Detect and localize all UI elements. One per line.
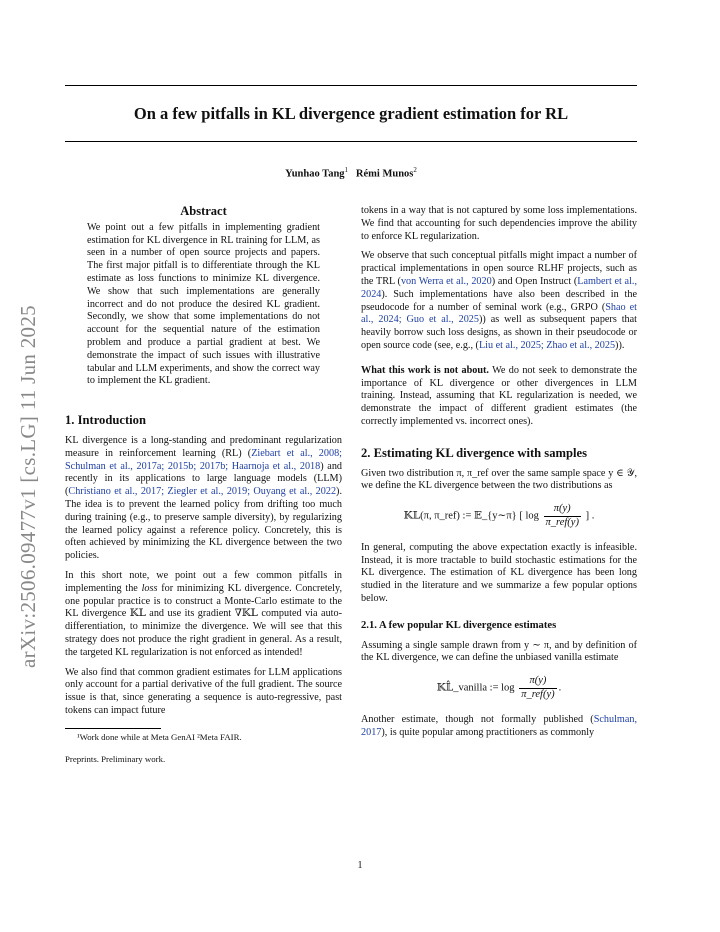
author-name: Rémi Munos (355, 168, 414, 180)
intro-paragraph: We also find that common gradient estimates for LLM applications only account for a partial derivative of the full gradient. The source issue is that, since generating a sequence is auto-regressive, past tokens can impact future (65, 666, 342, 716)
title-top-rule (65, 85, 637, 86)
author-affil: 1 (344, 166, 349, 174)
title-bottom-rule (65, 141, 637, 142)
intro-paragraph: In this short note, we point out a few common pitfalls in implementing the loss for minimizing KL divergence. Concretely, one popular practice is to construct a Monte-Carlo estimate to the KL divergence 𝕂𝕃 and use its gradient ∇𝕂𝕃 computed via auto-differentiation, to minimize the divergence. We will see that this strategy does not produce the right gradient in general. As a result, the targeted KL regularization is not enforced as intended! (65, 569, 342, 658)
abstract-text: We point out a few pitfalls in implementing gradient estimation for KL divergence in RL training for LLM, as seen in a number of open source projects and papers. The first major pitfall is to differentiate through the KL estimate as loss functions to minimize KL divergence. We show that such implementations are generally incorrect and do not produce the desired KL gradient. Secondly, we show that some implementations do not account for the sequential nature of the estimation problem and produce a partial gradient at best. We demonstrate the impact of such issues with illustrative tabular and LLM experiments, and show the correct way to implement the KL gradient. (87, 221, 320, 387)
footnote: ¹Work done while at Meta GenAI ²Meta FAIR. (77, 731, 242, 742)
right-column (361, 205, 637, 746)
body-paragraph: Another estimate, though not formally published (Schulman, 2017), is quite popular among practitioners as commonly (361, 713, 637, 738)
citation-link[interactable]: Shao et al., 2024; Guo et al., 2025 (361, 301, 637, 326)
arxiv-stamp: arXiv:2506.09477v1 [cs.LG] 11 Jun 2025 (16, 305, 40, 668)
body-paragraph: Assuming a single sample drawn from y ∼ π, and by definition of the KL divergence, we can define the unbiased vanilla estimate (361, 639, 637, 664)
body-paragraph: In general, computing the above expectation exactly is infeasible. Instead, it is more tractable to build stochastic estimations for the KL divergence. The estimation of KL divergence has been long studied in the literature and we summarize a few popular options below. (361, 541, 637, 604)
footnote-rule (65, 728, 161, 729)
page-number: 1 (357, 860, 363, 871)
body-paragraph: What this work is not about. We do not seek to demonstrate the importance of KL divergence or other divergences in LLM training. Instead, assuming that KL regularization is needed, we demonstrate the impact of different gradient estimates (the correctly implemented vs. incorrect ones). (361, 364, 637, 427)
body-paragraph: We observe that such conceptual pitfalls might impact a number of practical implementations in open source RLHF projects, such as the TRL (von Werra et al., 2020) and Open Instruct (Lambert et al., 2024). Such implementations have also been described in the pseudocode for a number of seminal work (e.g., GRPO (Shao et al., 2024; Guo et al., 2025)) as well as subsequent papers that heavily borrow such loss designs, as shown in their pseudocode or open source code (see, e.g., (Liu et al., 2025; Zhao et al., 2025)). (361, 250, 637, 351)
equation-vanilla: 𝕂𝕃̂_vanilla := log $\frac{\pi(y)}{\text{π\_ref(y)}}$ . (436, 675, 562, 700)
subsection-heading: 2.1. A few popular KL divergence estimates (361, 619, 557, 631)
citation-link[interactable]: Ziebart et al., 2008; Schulman et al., 2017a; 2015b; 2017b; Haarnoja et al., 2018 (65, 447, 342, 472)
section-heading: 2. Estimating KL divergence with samples (361, 445, 587, 460)
abstract-heading: Abstract (180, 204, 227, 218)
body-paragraph: Given two distribution π, π_ref over the same sample space y ∈ 𝒴, we define the KL divergence between the two distributions as (361, 467, 637, 492)
citation-link[interactable]: Schulman, 2017 (361, 713, 637, 738)
citation-link[interactable]: Christiano et al., 2017; Ziegler et al., 2019; Ouyang et al., 2022 (68, 486, 337, 498)
paragraph-heading: What this work is not about. (361, 364, 489, 376)
intro-paragraph: KL divergence is a long-standing and predominant regularization measure in reinforcement learning (RL) (Ziebart et al., 2008; Schulman et al., 2017a; 2015b; 2017b; Haarnoja et al., 2018) and recently in its applications to large language models (LLM) (Christiano et al., 2017; Ziegler et al., 2019; Ouyang et al., 2022). The idea is to prevent the learned policy from drifting too much during training (e.g., to preserve sample diversity), by regularizing the learned policy against a reference policy. Concretely, this is often achieved by minimizing the KL divergence between the two policies. (65, 434, 343, 562)
citation-link[interactable]: Lambert et al., 2024 (361, 275, 637, 300)
equation-kl: 𝕂𝕃(π, π_ref) := 𝔼_{y∼π} [ log $\frac{\pi(y)}{\text{π\_ref(y)}}$ ] . (403, 503, 595, 528)
intro-heading: 1. Introduction (65, 413, 146, 428)
citation-link[interactable]: Liu et al., 2025; Zhao et al., 2025 (478, 339, 616, 351)
author-list (65, 166, 637, 180)
author-affil: 2 (413, 166, 417, 174)
body-paragraph: tokens in a way that is not captured by some loss implementations. We find that accounting for such dependencies improve the ability to enforce KL regularization. (361, 205, 637, 242)
citation-link[interactable]: von Werra et al., 2020 (400, 275, 492, 287)
preprint-note: Preprints. Preliminary work. (65, 753, 166, 764)
paper-title: On a few pitfalls in KL divergence gradient estimation for RL (133, 104, 569, 123)
author-name: Yunhao Tang (285, 168, 345, 180)
left-column (65, 205, 342, 765)
